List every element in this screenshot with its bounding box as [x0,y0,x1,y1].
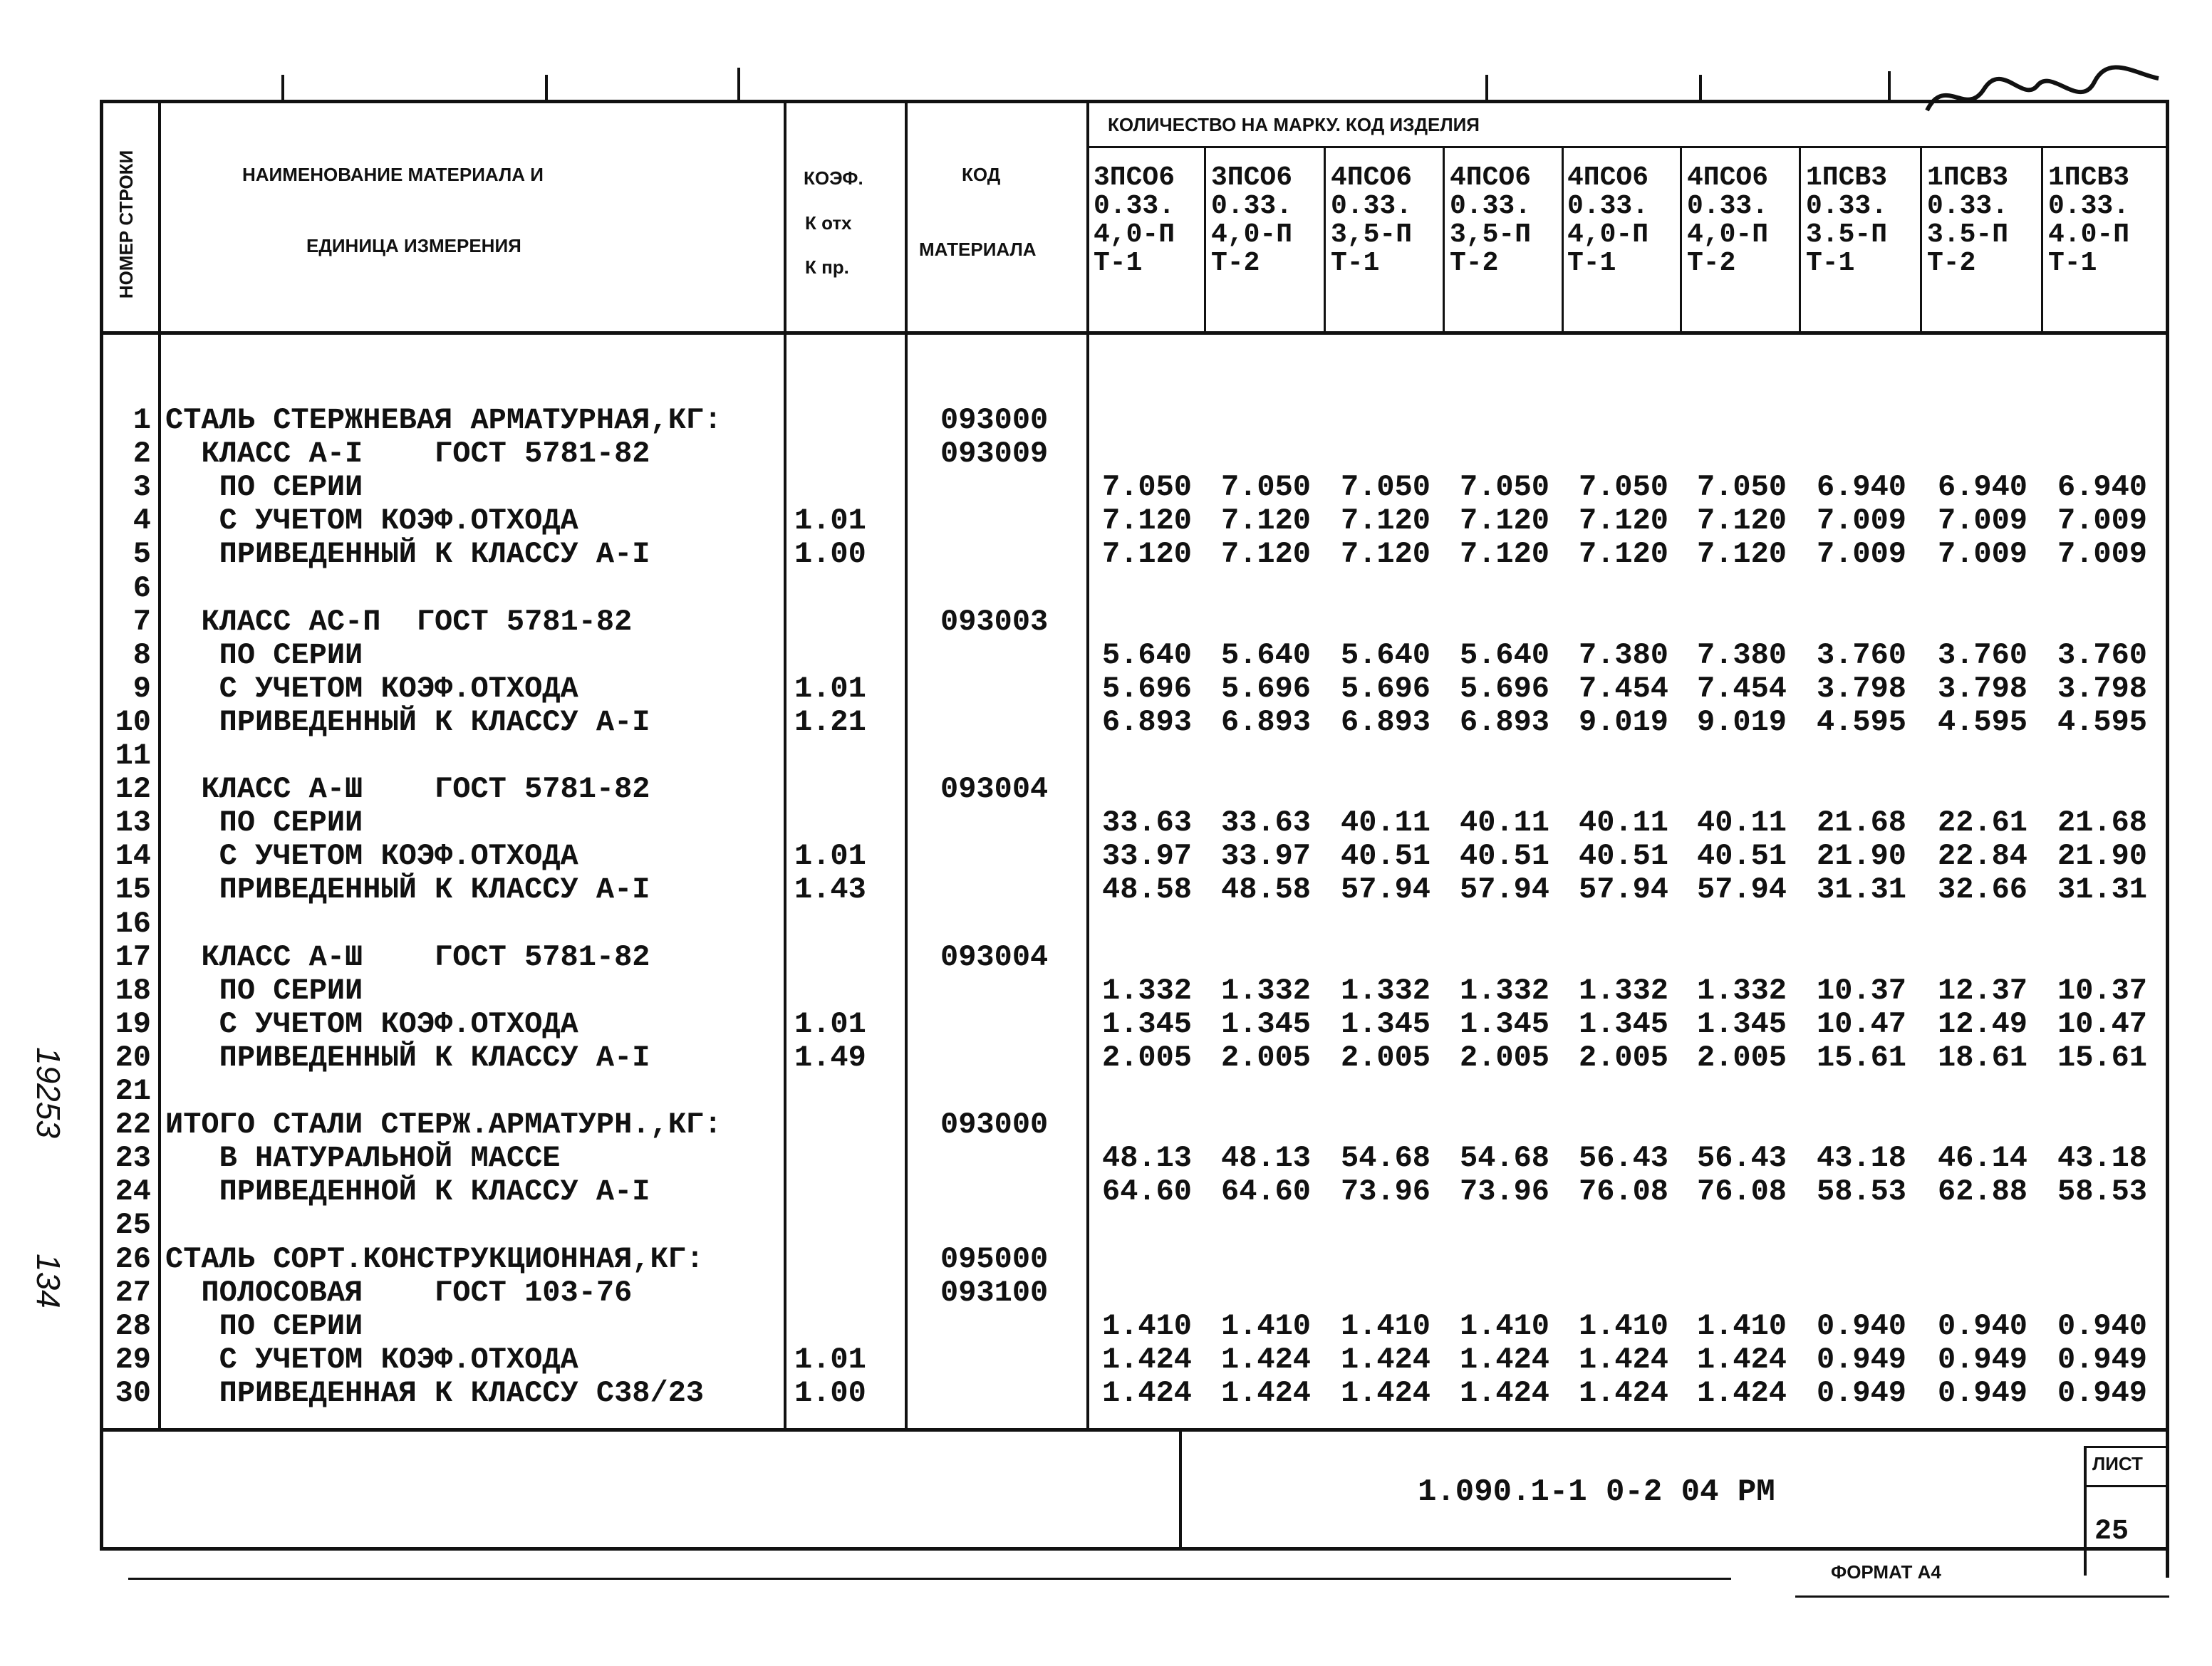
quantity-cell: 5.640 [1459,638,1550,672]
quantity-cell: 1.424 [1101,1343,1193,1377]
quantity-cell: 58.53 [1816,1175,1907,1209]
quantity-cell: 10.37 [2057,974,2148,1008]
material-name: СТАЛЬ СТЕРЖНЕВАЯ АРМАТУРНАЯ,КГ: [165,403,722,437]
quantity-cell: 48.58 [1220,873,1312,907]
quantity-cell: 73.96 [1340,1175,1431,1209]
quantity-cell: 1.332 [1220,974,1312,1008]
quantity-cell: 40.51 [1340,839,1431,873]
material-name: КЛАСС А-Ш ГОСТ 5781-82 [165,772,650,806]
mark-header-line: 1ПСВ3 [2048,162,2130,193]
quantity-cell: 4.595 [1937,705,2028,739]
quantity-cell: 6.893 [1340,705,1431,739]
mark-header-line: Т-1 [2048,248,2097,278]
material-code: 093004 [940,940,1049,974]
mark-header-line: 1ПСВ3 [1806,162,1888,193]
quantity-cell: 76.08 [1696,1175,1787,1209]
mark-header-line: 4,0-П [1211,219,1293,250]
quantity-cell: 2.005 [1101,1041,1193,1075]
quantity-cell: 1.410 [1220,1309,1312,1343]
name-header-line2: ЕДИНИЦА ИЗМЕРЕНИЯ [306,235,521,256]
quantity-cell: 48.58 [1101,873,1193,907]
material-name: ПО СЕРИИ [165,470,363,504]
quantity-cell: 1.345 [1220,1007,1312,1041]
quantity-cell: 33.97 [1101,839,1193,873]
coefficient: 1.01 [794,1007,866,1041]
quantity-cell: 48.13 [1220,1141,1312,1175]
mark-header-line: 0.33. [1567,191,1649,222]
mark-header-4 [1450,164,1564,278]
row-number: 13 [115,806,151,840]
quantity-cell: 57.94 [1340,873,1431,907]
mark-header-line: 4.0-П [2048,219,2130,250]
mark-header-9 [2048,164,2162,278]
quantity-cell: 3.760 [1816,638,1907,672]
quantity-cell: 3.760 [1937,638,2028,672]
quantity-cell: 3.760 [2057,638,2148,672]
material-name: КЛАСС А-I ГОСТ 5781-82 [165,437,650,471]
quantity-cell: 76.08 [1578,1175,1669,1209]
mark-header-3 [1331,164,1445,278]
quantity-cell: 4.595 [2057,705,2148,739]
row-number: 19 [115,1007,151,1041]
quantity-cell: 6.940 [2057,470,2148,504]
mark-header-line: Т-2 [1927,248,1976,278]
quantity-cell: 40.51 [1578,839,1669,873]
quantity-cell: 64.60 [1101,1175,1193,1209]
material-code: 095000 [940,1242,1049,1276]
row-number: 12 [115,772,151,806]
row-number: 25 [115,1208,151,1242]
quantity-cell: 3.798 [1816,672,1907,706]
quantity-cell: 0.949 [1937,1376,2028,1410]
quantity-cell: 1.424 [1340,1376,1431,1410]
quantity-cell: 12.49 [1937,1007,2028,1041]
material-name: С УЧЕТОМ КОЭФ.ОТХОДА [165,672,578,706]
quantity-cell: 6.893 [1220,705,1312,739]
quantity-cell: 40.11 [1459,806,1550,840]
row-number: 9 [133,672,151,706]
mark-header-1 [1094,164,1208,278]
coef-header-line3: К пр. [805,256,849,278]
material-name: ПРИВЕДЕННЫЙ К КЛАССУ А-I [165,1041,650,1075]
quantity-cell: 7.120 [1101,537,1193,571]
coefficient: 1.21 [794,705,866,739]
quantity-cell: 7.120 [1578,537,1669,571]
quantity-cell: 12.37 [1937,974,2028,1008]
quantity-cell: 1.424 [1340,1343,1431,1377]
row-number: 5 [133,537,151,571]
material-name: ПРИВЕДЕННЫЙ К КЛАССУ А-I [165,537,650,571]
row-number: 10 [115,705,151,739]
quantity-cell: 7.009 [1816,504,1907,538]
quantity-cell: 58.53 [2057,1175,2148,1209]
row-number: 30 [115,1376,151,1410]
material-name: ПО СЕРИИ [165,638,363,672]
quantity-cell: 7.050 [1696,470,1787,504]
quantity-cell: 1.424 [1459,1376,1550,1410]
coefficient: 1.49 [794,1041,866,1075]
mark-header-line: 3,5-П [1331,219,1413,250]
quantity-cell: 48.13 [1101,1141,1193,1175]
quantity-cell: 7.009 [1816,537,1907,571]
mark-header-line: 4ПСО6 [1567,162,1649,193]
quantity-cell: 1.345 [1578,1007,1669,1041]
quantity-cell: 33.63 [1101,806,1193,840]
quantity-cell: 3.798 [1937,672,2028,706]
mark-header-line: 3.5-П [1806,219,1888,250]
quantity-cell: 56.43 [1578,1141,1669,1175]
mark-header-2 [1211,164,1325,278]
quantity-cell: 7.050 [1578,470,1669,504]
coefficient: 1.43 [794,873,866,907]
row-number: 2 [133,437,151,471]
row-number: 6 [133,571,151,605]
material-name: ИТОГО СТАЛИ СТЕРЖ.АРМАТУРН.,КГ: [165,1108,722,1142]
material-name: В НАТУРАЛЬНОЙ МАССЕ [165,1141,561,1175]
quantity-cell: 0.940 [1816,1309,1907,1343]
quantity-cell: 57.94 [1696,873,1787,907]
quantity-cell: 9.019 [1696,705,1787,739]
quantity-cell: 54.68 [1459,1141,1550,1175]
mark-header-line: 1ПСВ3 [1927,162,2009,193]
quantity-cell: 5.640 [1340,638,1431,672]
quantity-cell: 5.696 [1459,672,1550,706]
quantity-cell: 7.120 [1220,504,1312,538]
mark-header-line: 4,0-П [1687,219,1769,250]
quantity-cell: 5.640 [1101,638,1193,672]
margin-number-2: 134 [30,1254,67,1308]
row-number: 21 [115,1074,151,1108]
quantity-cell: 18.61 [1937,1041,2028,1075]
quantity-cell: 54.68 [1340,1141,1431,1175]
row-number: 4 [133,504,151,538]
quantity-cell: 0.949 [1816,1376,1907,1410]
row-number: 14 [115,839,151,873]
mark-header-line: 0.33. [1331,191,1413,222]
row-number: 27 [115,1276,151,1310]
quantity-cell: 0.949 [1937,1343,2028,1377]
quantity-cell: 1.424 [1101,1376,1193,1410]
mark-header-line: 4ПСО6 [1331,162,1413,193]
quantity-cell: 2.005 [1696,1041,1787,1075]
row-number: 8 [133,638,151,672]
quantity-cell: 6.893 [1459,705,1550,739]
quantity-cell: 7.050 [1220,470,1312,504]
material-name: ПО СЕРИИ [165,806,363,840]
row-number: 29 [115,1343,151,1377]
quantity-cell: 1.345 [1340,1007,1431,1041]
quantity-cell: 7.009 [1937,537,2028,571]
quantity-cell: 7.120 [1696,537,1787,571]
quantity-cell: 1.424 [1459,1343,1550,1377]
quantity-cell: 73.96 [1459,1175,1550,1209]
quantity-cell: 10.47 [2057,1007,2148,1041]
quantity-cell: 1.345 [1696,1007,1787,1041]
quantity-cell: 0.940 [2057,1309,2148,1343]
quantity-cell: 40.11 [1578,806,1669,840]
material-name: С УЧЕТОМ КОЭФ.ОТХОДА [165,504,578,538]
quantity-cell: 2.005 [1220,1041,1312,1075]
quantity-cell: 6.893 [1101,705,1193,739]
material-name: ПРИВЕДЕННЫЙ К КЛАССУ А-I [165,705,650,739]
quantity-cell: 0.949 [1816,1343,1907,1377]
coefficient: 1.01 [794,839,866,873]
mark-header-5 [1567,164,1681,278]
material-name: ПО СЕРИИ [165,1309,363,1343]
quantity-cell: 64.60 [1220,1175,1312,1209]
mark-header-line: 4ПСО6 [1450,162,1532,193]
row-number: 15 [115,873,151,907]
row-number: 18 [115,974,151,1008]
quantity-cell: 21.68 [1816,806,1907,840]
quantity-cell: 5.696 [1220,672,1312,706]
quantity-cell: 31.31 [1816,873,1907,907]
quantity-cell: 1.424 [1696,1376,1787,1410]
quantity-cell: 4.595 [1816,705,1907,739]
document-code: 1.090.1-1 0-2 04 РМ [1418,1474,1775,1510]
quantity-cell: 1.332 [1459,974,1550,1008]
quantity-cell: 1.332 [1696,974,1787,1008]
code-header-line1: КОД [962,164,1001,185]
coefficient: 1.00 [794,537,866,571]
quantity-cell: 1.424 [1578,1376,1669,1410]
material-name: С УЧЕТОМ КОЭФ.ОТХОДА [165,1007,578,1041]
material-code: 093000 [940,1108,1049,1142]
coef-header-line2: К отх [805,212,852,234]
signature [1916,61,2173,125]
quantity-cell: 0.940 [1937,1309,2028,1343]
quantity-cell: 21.90 [1816,839,1907,873]
quantity-cell: 1.424 [1696,1343,1787,1377]
mark-header-line: 0.33. [1806,191,1888,222]
quantity-cell: 1.410 [1696,1309,1787,1343]
quantity-cell: 22.61 [1937,806,2028,840]
quantity-cell: 43.18 [2057,1141,2148,1175]
quantity-cell: 40.11 [1696,806,1787,840]
material-name: КЛАСС АС-П ГОСТ 5781-82 [165,605,633,639]
mark-header-line: 0.33. [1927,191,2009,222]
material-name: ПРИВЕДЕННОЙ К КЛАССУ А-I [165,1175,650,1209]
quantity-cell: 5.640 [1220,638,1312,672]
quantity-cell: 1.424 [1220,1376,1312,1410]
quantity-cell: 32.66 [1937,873,2028,907]
mark-header-line: 0.33. [1687,191,1769,222]
mark-header-line: 0.33. [1450,191,1532,222]
sheet-label: ЛИСТ [2092,1453,2143,1474]
quantity-cell: 7.120 [1696,504,1787,538]
quantity-cell: 15.61 [1816,1041,1907,1075]
quantity-cell: 21.68 [2057,806,2148,840]
mark-header-line: Т-1 [1094,248,1143,278]
quantity-cell: 43.18 [1816,1141,1907,1175]
quantity-cell: 22.84 [1937,839,2028,873]
quantity-cell: 3.798 [2057,672,2148,706]
mark-header-line: 4,0-П [1567,219,1649,250]
coef-header-line1: КОЭФ. [804,167,863,189]
quantity-cell: 7.120 [1101,504,1193,538]
quantity-cell: 7.009 [2057,537,2148,571]
quantity-cell: 1.345 [1101,1007,1193,1041]
mark-header-line: 4,0-П [1094,219,1175,250]
material-code: 093009 [940,437,1049,471]
mark-header-line: 0.33. [2048,191,2130,222]
quantity-cell: 0.949 [2057,1343,2148,1377]
row-number: 1 [133,403,151,437]
quantity-cell: 7.120 [1340,504,1431,538]
quantity-cell: 5.696 [1101,672,1193,706]
row-number: 26 [115,1242,151,1276]
quantity-cell: 1.410 [1578,1309,1669,1343]
quantity-cell: 10.37 [1816,974,1907,1008]
mark-header-6 [1687,164,1801,278]
mark-header-line: 4ПСО6 [1687,162,1769,193]
material-code: 093003 [940,605,1049,639]
quantity-cell: 7.120 [1220,537,1312,571]
quantity-header: КОЛИЧЕСТВО НА МАРКУ. КОД ИЗДЕЛИЯ [1108,114,1480,135]
quantity-cell: 7.009 [2057,504,2148,538]
quantity-cell: 9.019 [1578,705,1669,739]
material-name: С УЧЕТОМ КОЭФ.ОТХОДА [165,1343,578,1377]
quantity-cell: 57.94 [1459,873,1550,907]
quantity-cell: 56.43 [1696,1141,1787,1175]
quantity-cell: 7.454 [1696,672,1787,706]
row-number: 24 [115,1175,151,1209]
quantity-cell: 7.120 [1578,504,1669,538]
material-code: 093100 [940,1276,1049,1310]
quantity-cell: 7.380 [1696,638,1787,672]
format-label: ФОРМАТ А4 [1831,1561,1941,1583]
quantity-cell: 46.14 [1937,1141,2028,1175]
mark-header-8 [1927,164,2041,278]
quantity-cell: 2.005 [1340,1041,1431,1075]
material-code: 093004 [940,772,1049,806]
material-name: ПО СЕРИИ [165,974,363,1008]
quantity-cell: 7.380 [1578,638,1669,672]
material-code: 093000 [940,403,1049,437]
quantity-cell: 62.88 [1937,1175,2028,1209]
row-number: 3 [133,470,151,504]
quantity-cell: 7.050 [1459,470,1550,504]
mark-header-line: 3ПСО6 [1094,162,1175,193]
mark-header-line: 0.33. [1211,191,1293,222]
material-name: СТАЛЬ СОРТ.КОНСТРУКЦИОННАЯ,КГ: [165,1242,705,1276]
quantity-cell: 1.424 [1220,1343,1312,1377]
quantity-cell: 2.005 [1459,1041,1550,1075]
quantity-cell: 1.332 [1340,974,1431,1008]
quantity-cell: 7.050 [1340,470,1431,504]
row-number: 16 [115,907,151,941]
row-number-header: НОМЕР СТРОКИ [115,150,137,299]
material-name: ПОЛОСОВАЯ ГОСТ 103-76 [165,1276,633,1310]
row-number: 11 [115,739,151,773]
name-header-line1: НАИМЕНОВАНИЕ МАТЕРИАЛА И [242,164,544,185]
mark-header-line: Т-2 [1687,248,1736,278]
quantity-cell: 1.410 [1340,1309,1431,1343]
quantity-cell: 40.11 [1340,806,1431,840]
mark-header-7 [1806,164,1920,278]
mark-header-line: 3.5-П [1927,219,2009,250]
sheet-number: 25 [2094,1516,2129,1548]
quantity-cell: 1.424 [1578,1343,1669,1377]
material-name: ПРИВЕДЕННЫЙ К КЛАССУ А-I [165,873,650,907]
mark-header-line: 3,5-П [1450,219,1532,250]
quantity-cell: 31.31 [2057,873,2148,907]
quantity-cell: 0.949 [2057,1376,2148,1410]
code-header-line2: МАТЕРИАЛА [919,239,1037,260]
quantity-cell: 1.332 [1578,974,1669,1008]
quantity-cell: 1.332 [1101,974,1193,1008]
material-name: ПРИВЕДЕННАЯ К КЛАССУ С38/23 [165,1376,705,1410]
quantity-cell: 7.120 [1459,504,1550,538]
quantity-cell: 7.009 [1937,504,2028,538]
quantity-cell: 33.63 [1220,806,1312,840]
quantity-cell: 6.940 [1816,470,1907,504]
quantity-cell: 10.47 [1816,1007,1907,1041]
row-number: 22 [115,1108,151,1142]
mark-header-line: Т-1 [1806,248,1855,278]
material-name: С УЧЕТОМ КОЭФ.ОТХОДА [165,839,578,873]
coefficient: 1.01 [794,672,866,706]
quantity-cell: 1.410 [1459,1309,1550,1343]
quantity-cell: 33.97 [1220,839,1312,873]
coefficient: 1.01 [794,1343,866,1377]
quantity-cell: 7.050 [1101,470,1193,504]
mark-header-line: Т-2 [1211,248,1260,278]
quantity-cell: 1.410 [1101,1309,1193,1343]
row-number: 28 [115,1309,151,1343]
quantity-cell: 5.696 [1340,672,1431,706]
quantity-cell: 1.345 [1459,1007,1550,1041]
row-number: 17 [115,940,151,974]
row-number: 23 [115,1141,151,1175]
mark-header-line: Т-2 [1450,248,1499,278]
quantity-cell: 6.940 [1937,470,2028,504]
coefficient: 1.00 [794,1376,866,1410]
mark-header-line: Т-1 [1567,248,1616,278]
quantity-cell: 40.51 [1459,839,1550,873]
mark-header-line: 3ПСО6 [1211,162,1293,193]
quantity-cell: 7.454 [1578,672,1669,706]
mark-header-line: Т-1 [1331,248,1380,278]
material-name: КЛАСС А-Ш ГОСТ 5781-82 [165,940,650,974]
quantity-cell: 2.005 [1578,1041,1669,1075]
quantity-cell: 40.51 [1696,839,1787,873]
quantity-cell: 7.120 [1459,537,1550,571]
row-number: 20 [115,1041,151,1075]
quantity-cell: 15.61 [2057,1041,2148,1075]
coefficient: 1.01 [794,504,866,538]
quantity-cell: 57.94 [1578,873,1669,907]
row-number: 7 [133,605,151,639]
quantity-cell: 21.90 [2057,839,2148,873]
margin-number-1: 19253 [30,1047,67,1138]
mark-header-line: 0.33. [1094,191,1175,222]
quantity-cell: 7.120 [1340,537,1431,571]
